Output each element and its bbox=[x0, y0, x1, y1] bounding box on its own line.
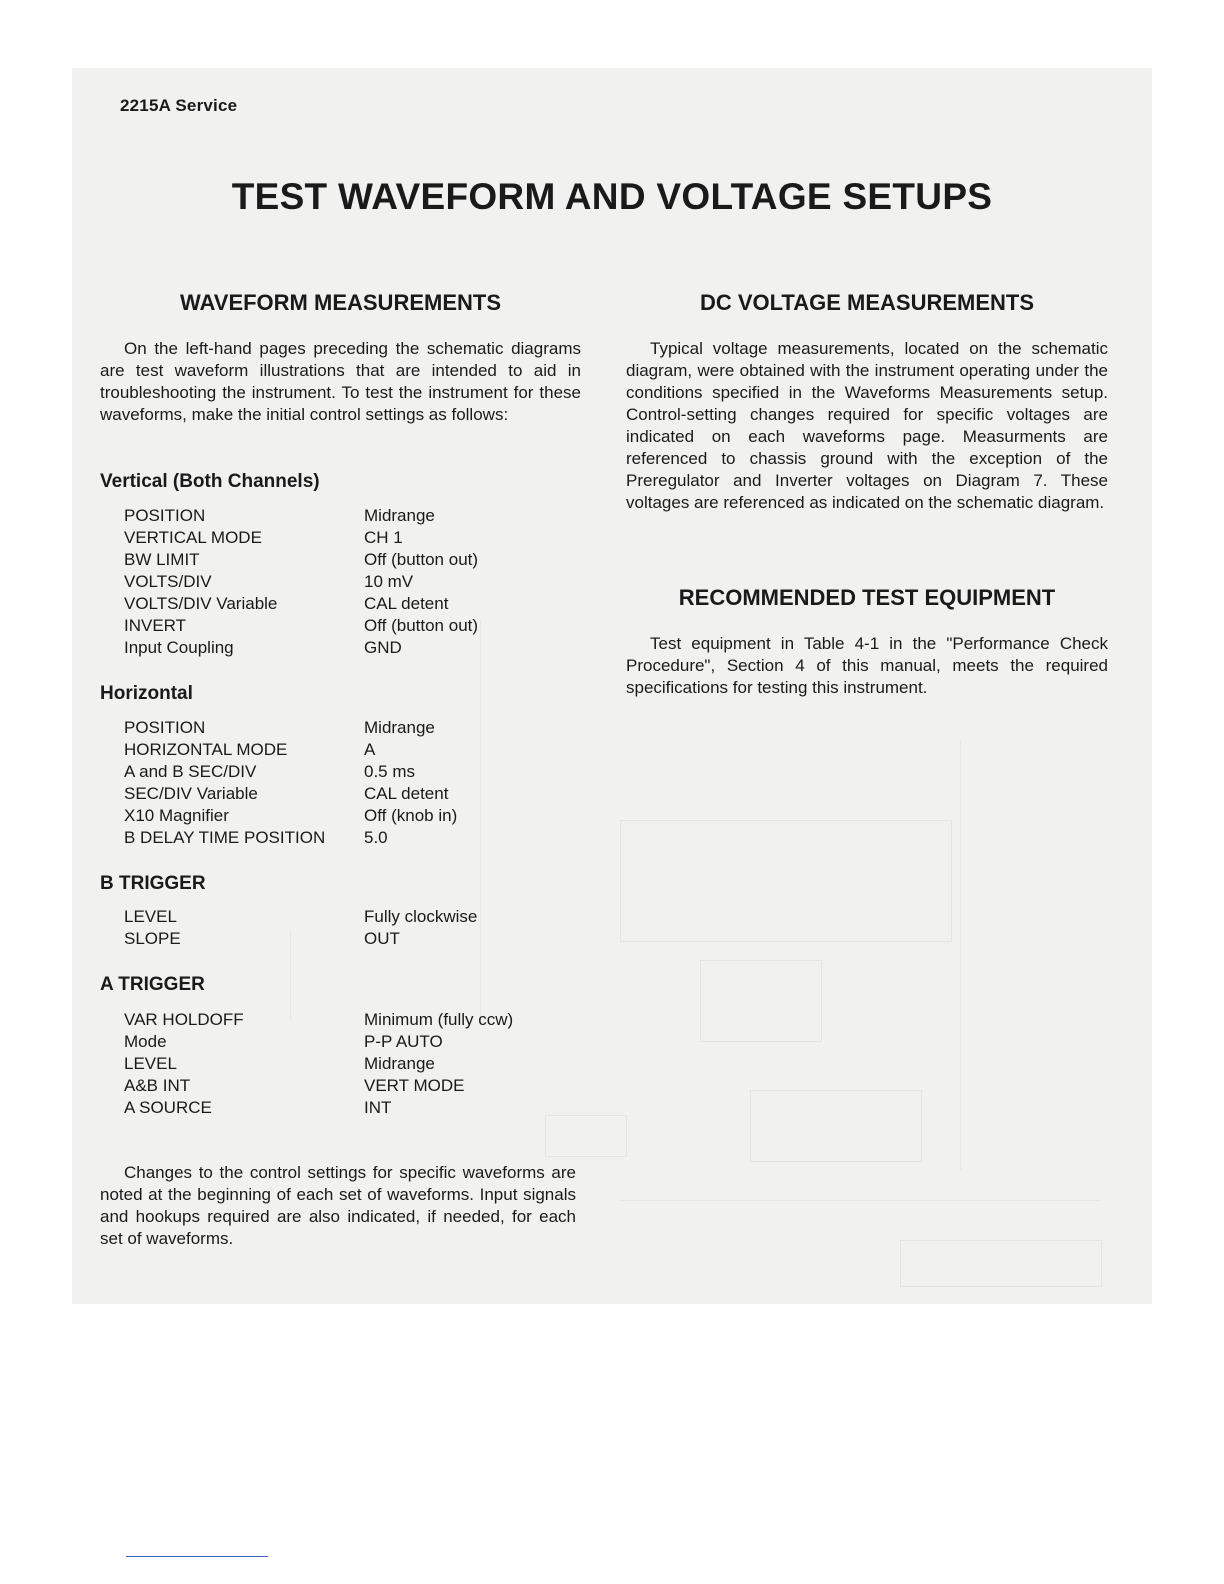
faint-schematic-line bbox=[620, 1200, 1100, 1201]
setting-name: BW LIMIT bbox=[124, 550, 200, 569]
dc-voltage-paragraph: Typical voltage measurements, located on the schematic diagram, were obtained with the instrument operating under the conditions specified in the Waveforms Measurements setup. Control-setting changes required for specific voltages are indicated on each waveforms page. Measurments are referenced to chassis ground with the exception of the Preregulator and Inverter voltages on Diagram 7. These voltages are referenced as indicated on the schematic diagram. bbox=[626, 339, 1108, 512]
setting-row bbox=[124, 761, 584, 783]
faint-schematic-box bbox=[545, 1115, 627, 1157]
setting-value: CAL detent bbox=[364, 594, 449, 613]
setting-row bbox=[124, 1009, 584, 1031]
setting-value: Midrange bbox=[364, 1054, 435, 1073]
setting-value: Off (button out) bbox=[364, 616, 479, 635]
setting-value: A bbox=[364, 740, 376, 759]
setting-value: CAL detent bbox=[364, 784, 449, 803]
setting-value: Midrange bbox=[364, 718, 435, 737]
setting-row bbox=[124, 593, 584, 615]
setting-name: SEC/DIV Variable bbox=[124, 784, 258, 803]
setting-value: VERT MODE bbox=[364, 1076, 465, 1095]
setting-value: Midrange bbox=[364, 506, 435, 525]
group-title-a-trigger: A TRIGGER bbox=[100, 974, 205, 995]
setting-name: A and B SEC/DIV bbox=[124, 762, 257, 781]
vertical-settings-list bbox=[124, 505, 584, 659]
setting-row bbox=[124, 549, 584, 571]
setting-value: 10 mV bbox=[364, 572, 414, 591]
waveform-intro-paragraph: On the left-hand pages preceding the schematic diagrams are test waveform illustrations that are intended to aid in troubleshooting the instrument. To test the instrument for these waveforms, make the initial control settings as follows: bbox=[100, 339, 581, 424]
setting-row bbox=[124, 717, 584, 739]
recommended-test-equipment-paragraph: Test equipment in Table 4-1 in the "Performance Check Procedure", Section 4 of this manual, meets the required specifications for testing this instrument. bbox=[626, 634, 1108, 697]
setting-row bbox=[124, 505, 584, 527]
setting-row bbox=[124, 571, 584, 593]
setting-row bbox=[124, 1053, 584, 1075]
setting-name: POSITION bbox=[124, 506, 206, 525]
setting-value: Minimum (fully ccw) bbox=[364, 1010, 514, 1029]
setting-name: A SOURCE bbox=[124, 1098, 212, 1117]
setting-name: Input Coupling bbox=[124, 638, 234, 657]
page-header: 2215A Service bbox=[120, 96, 238, 115]
setting-row bbox=[124, 1031, 584, 1053]
setting-value: 5.0 bbox=[364, 828, 388, 847]
a-trigger-settings-list bbox=[124, 1009, 584, 1119]
setting-name: HORIZONTAL MODE bbox=[124, 740, 288, 759]
recommended-test-equipment-heading: RECOMMENDED TEST EQUIPMENT bbox=[678, 585, 1056, 610]
setting-name: VERTICAL MODE bbox=[124, 528, 262, 547]
setting-row bbox=[124, 615, 584, 637]
setting-value: GND bbox=[364, 638, 402, 657]
setting-value: 0.5 ms bbox=[364, 762, 416, 781]
setting-row bbox=[124, 739, 584, 761]
setting-name: B DELAY TIME POSITION bbox=[124, 828, 326, 847]
setting-name: A&B INT bbox=[124, 1076, 191, 1095]
group-title-b-trigger: B TRIGGER bbox=[100, 873, 206, 894]
setting-value: Off (knob in) bbox=[364, 806, 458, 825]
setting-name: VOLTS/DIV Variable bbox=[124, 594, 278, 613]
setting-value: P-P AUTO bbox=[364, 1032, 443, 1051]
setting-row bbox=[124, 1075, 584, 1097]
setting-name: POSITION bbox=[124, 718, 206, 737]
waveform-measurements-heading: WAVEFORM MEASUREMENTS bbox=[179, 290, 502, 315]
faint-schematic-line bbox=[960, 740, 961, 1170]
setting-value: OUT bbox=[364, 929, 400, 948]
setting-name: VAR HOLDOFF bbox=[124, 1010, 244, 1029]
setting-value: Fully clockwise bbox=[364, 907, 478, 926]
setting-row bbox=[124, 805, 584, 827]
setting-name: Mode bbox=[124, 1032, 167, 1051]
setting-name: INVERT bbox=[124, 616, 187, 635]
setting-value: CH 1 bbox=[364, 528, 403, 547]
faint-schematic-box bbox=[750, 1090, 922, 1162]
setting-name: X10 Magnifier bbox=[124, 806, 229, 825]
waveform-closing-paragraph: Changes to the control settings for specific waveforms are noted at the beginning of each set of waveforms. Input signals and hookups required are also indicated, if needed, for each set of waveforms. bbox=[100, 1163, 576, 1248]
setting-row bbox=[124, 827, 584, 849]
setting-name: VOLTS/DIV bbox=[124, 572, 212, 591]
setting-name: LEVEL bbox=[124, 907, 177, 926]
setting-name: LEVEL bbox=[124, 1054, 177, 1073]
setting-row bbox=[124, 1097, 584, 1119]
setting-row bbox=[124, 928, 584, 950]
faint-schematic-box bbox=[700, 960, 822, 1042]
setting-value: Off (button out) bbox=[364, 550, 479, 569]
setting-row bbox=[124, 527, 584, 549]
setting-value: INT bbox=[364, 1098, 392, 1117]
faint-schematic-box bbox=[900, 1240, 1102, 1287]
b-trigger-settings-list bbox=[124, 906, 584, 950]
group-title-vertical: Vertical (Both Channels) bbox=[100, 471, 320, 492]
dc-voltage-heading: DC VOLTAGE MEASUREMENTS bbox=[699, 290, 1035, 315]
setting-row bbox=[124, 783, 584, 805]
setting-row bbox=[124, 906, 584, 928]
horizontal-settings-list bbox=[124, 717, 584, 849]
faint-schematic-box bbox=[620, 820, 952, 942]
group-title-horizontal: Horizontal bbox=[100, 683, 193, 704]
setting-name: SLOPE bbox=[124, 929, 181, 948]
footnote-rule bbox=[126, 1556, 268, 1557]
setting-row bbox=[124, 637, 584, 659]
page-title: TEST WAVEFORM AND VOLTAGE SETUPS bbox=[231, 176, 993, 217]
